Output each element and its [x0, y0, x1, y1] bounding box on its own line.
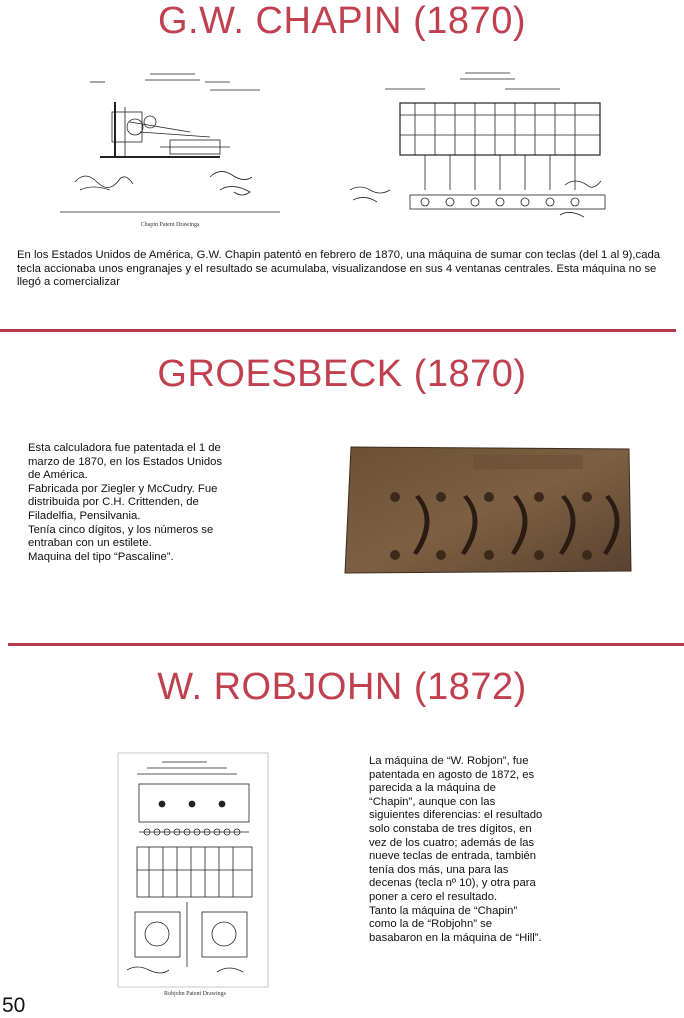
chapin-description: En los Estados Unidos de América, G.W. Chapin patentó en febrero de 1870, una máquina de sumar con teclas (del 1 al 9),cada tecla accionaba unos engranajes y el resultado se acumulaba, visualizandose en sus 4 ventanas centrales. Esta máquina no se llegó a comercializar [17, 249, 661, 289]
section-title-groesbeck: GROESBECK (1870) [157, 353, 527, 395]
robjohn-figure-caption: Robjohn Patent Drawings [164, 991, 226, 997]
section-title-chapin: G.W. CHAPIN (1870) [158, 0, 526, 42]
groesbeck-description: Esta calculadora fue patentada el 1 de marzo de 1870, en los Estados Unidos de América. Fabricada por Ziegler y McCudry. Fue distribuida por C.H. Crittenden, de Filadelfia, Pensilvania. Tenía cinco dígitos, y los números se entraban con un estilete. Maquina del tipo “Pascaline”. [28, 442, 223, 563]
section-divider-1 [0, 329, 676, 332]
chapin-patent-drawing-right [345, 65, 620, 225]
section-divider-2 [8, 643, 684, 646]
groesbeck-calculator-photo [343, 445, 633, 575]
robjohn-patent-drawing [117, 752, 269, 990]
chapin-figure-caption: Chapin Patent Drawings [140, 222, 200, 228]
chapin-patent-drawing-left [60, 62, 285, 232]
section-title-robjohn: W. ROBJOHN (1872) [157, 666, 527, 708]
robjohn-description: La máquina de “W. Robjon”, fue patentada en agosto de 1872, es parecida a la máquina de “Chapin”, aunque con las siguientes diferencias: el resultado solo constaba de tres dígitos, en vez de los cuatro; además de las nueve teclas de entrada, también tenía dos más, una para las decenas (tecla nº 10), y otra para poner a cero el resultado. Tanto la máquina de “Chapin” como la de “Robjohn” se basabaron en la máquina de “Hill”. [369, 755, 543, 944]
page-number: 50 [2, 994, 26, 1017]
